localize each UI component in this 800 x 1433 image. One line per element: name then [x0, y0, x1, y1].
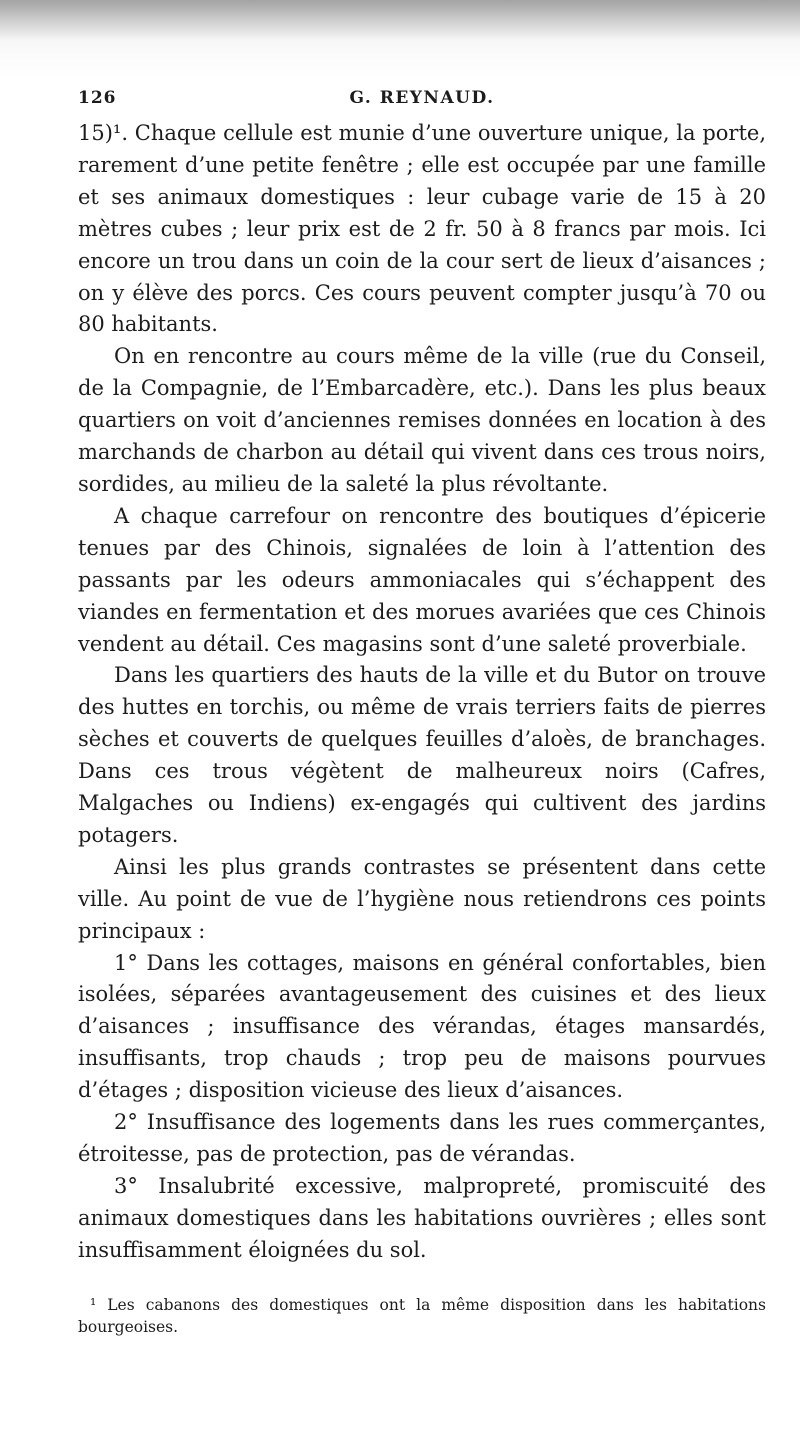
paragraph: On en rencontre au cours même de la ville (rue du Conseil, de la Compagnie, de l’Embarcadère, etc.). Dans les plus beaux quartiers on voit d’anciennes remises données en location à des marchands de charbon au détail qui vivent dans ces trous noirs, sordides, au milieu de la saleté la plus révoltante.: [78, 344, 766, 496]
footnote-text: ¹ Les cabanons des domestiques ont la même disposition dans les habitations bourgeoises.: [78, 1296, 766, 1336]
footnote: [78, 1294, 766, 1338]
paragraph: 3° Insalubrité excessive, malpropreté, promiscuité des animaux domestiques dans les habitations ouvrières ; elles sont insuffisamment éloignées du sol.: [78, 1173, 766, 1262]
paragraph: Dans les quartiers des hauts de la ville et du Butor on trouve des huttes en torchis, ou même de vrais terriers faits de pierres sèches et couverts de quelques feuilles d’aloès, de branchages. Dans ces trous végètent de malheureux noirs (Cafres, Malgaches ou Indiens) ex-engagés qui cultivent des jardins potagers.: [78, 663, 766, 847]
body-text: [78, 118, 766, 1267]
paragraph: 15)¹. Chaque cellule est munie d’une ouverture unique, la porte, rarement d’une petite fenêtre ; elle est occupée par une famille et ses animaux domestiques : leur cubage varie de 15 à 20 mètres cubes ; leur prix est de 2 fr. 50 à 8 francs par mois. Ici encore un trou dans un coin de la cour sert de lieux d’aisances ; on y élève des porcs. Ces cours peuvent compter jusqu’à 70 ou 80 habitants.: [78, 121, 766, 337]
paragraph: 2° Insuffisance des logements dans les rues commerçantes, étroitesse, pas de protection, pas de vérandas.: [78, 1110, 766, 1166]
page-number: 126: [78, 88, 117, 108]
running-header: [78, 88, 766, 112]
paragraph: 1° Dans les cottages, maisons en général confortables, bien isolées, séparées avantageusement des cuisines et des lieux d’aisances ; insuffisance des vérandas, étages mansardés, insuffisants, trop chauds ; trop peu de maisons pourvues d’étages ; disposition vicieuse des lieux d’aisances.: [78, 950, 766, 1103]
paragraph: Ainsi les plus grands contrastes se présentent dans cette ville. Au point de vue de l’hygiène nous retiendrons ces points principaux :: [78, 854, 766, 943]
scan-shadow: [0, 0, 800, 40]
running-head-author: G. REYNAUD.: [349, 88, 495, 108]
paragraph: A chaque carrefour on rencontre des boutiques d’épicerie tenues par des Chinois, signalées de loin à l’attention des passants par les odeurs ammoniacales qui s’échappent des viandes en fermentation et des morues avariées que ces Chinois vendent au détail. Ces magasins sont d’une saleté proverbiale.: [78, 503, 766, 656]
